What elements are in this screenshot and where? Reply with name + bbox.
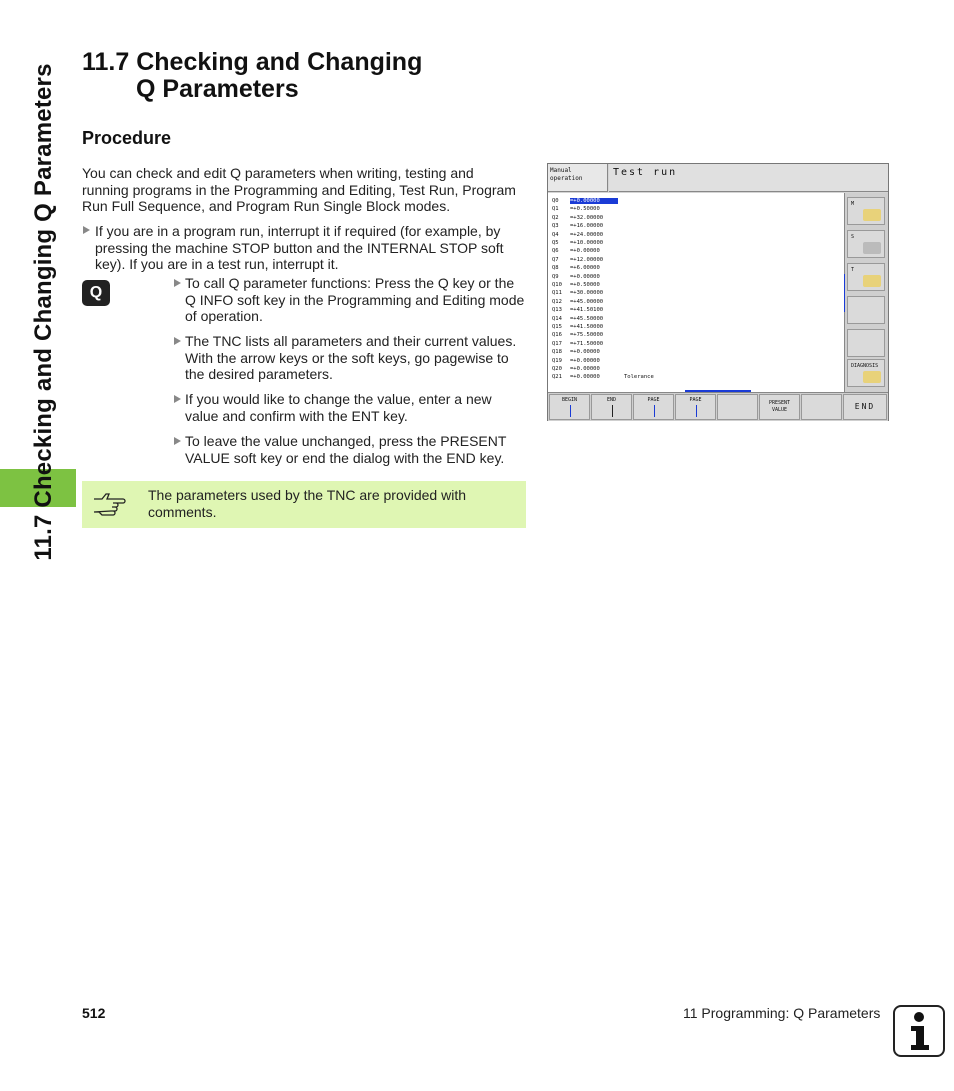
q-parameter-row[interactable] <box>552 257 618 263</box>
mode-label: Manual operation <box>548 164 608 192</box>
q-parameter-name: Q19 <box>552 357 562 364</box>
q-parameter-name: Q8 <box>552 265 559 272</box>
q-parameter-row[interactable] <box>552 282 618 288</box>
q-parameter-name: Q7 <box>552 256 559 263</box>
q-parameter-value: =+0.00000 <box>570 349 600 356</box>
softkey-diagnosis[interactable]: DIAGNOSIS <box>847 359 885 387</box>
q-parameter-row[interactable] <box>552 265 618 271</box>
q-parameter-value: =+0.00000 <box>570 374 600 381</box>
q-parameter-value: =+0.00000 <box>570 366 600 372</box>
q-parameter-row[interactable] <box>552 206 618 212</box>
q-parameter-value: =+10.00000 <box>570 240 604 246</box>
q-parameter-row[interactable] <box>552 198 618 204</box>
q-parameter-name: Q4 <box>552 231 559 238</box>
tnc-screenshot <box>547 163 889 421</box>
vertical-softkey-bar <box>845 193 888 392</box>
step-3: If you would like to change the value, enter a new value and confirm with the ENT key. <box>185 391 492 424</box>
softkey-end-arrow[interactable]: END <box>591 394 632 420</box>
step-4: To leave the value unchanged, press the PRESENT VALUE soft key or end the dialog with the END key. <box>185 433 507 466</box>
q-parameter-name: Q20 <box>552 366 562 372</box>
subheading: Procedure <box>82 128 172 148</box>
softkey-present-value[interactable]: PRESENT VALUE <box>759 394 800 420</box>
chapter-side-label: 11.7 Checking and Changing Q Parameters <box>30 63 57 561</box>
q-key-icon: Q <box>82 280 110 306</box>
softkey-end[interactable]: END <box>843 394 887 420</box>
step-2: The TNC lists all parameters and their current values. With the arrow keys or the soft keys, go pagewise to the desired parameters. <box>185 333 517 382</box>
q-parameter-name: Q10 <box>552 282 562 288</box>
footer-chapter: 11 Programming: Q Parameters <box>683 1005 881 1021</box>
bullet-arrow-icon <box>174 437 181 445</box>
q-parameter-row[interactable] <box>552 332 618 338</box>
q-parameter-row[interactable] <box>552 223 618 229</box>
q-parameter-value: =+45.50000 <box>570 315 604 322</box>
q-parameter-name: Q17 <box>552 340 562 347</box>
softkey-empty-2[interactable] <box>847 329 885 357</box>
note-box <box>82 481 526 528</box>
q-parameter-name: Q11 <box>552 290 562 297</box>
q-parameter-name: Q13 <box>552 307 562 314</box>
softkey-t[interactable]: T <box>847 263 885 291</box>
q-parameter-row[interactable] <box>552 366 618 372</box>
q-parameter-row[interactable] <box>552 324 618 330</box>
softkey-begin[interactable]: BEGIN <box>549 394 590 420</box>
q-parameter-name: Q6 <box>552 248 559 255</box>
q-parameter-value: =+6.00000 <box>570 265 600 272</box>
bullet-arrow-icon <box>83 226 90 234</box>
softkey-empty-1[interactable] <box>847 296 885 324</box>
q-parameter-value: =+16.00000 <box>570 223 604 230</box>
bullet-arrow-icon <box>174 395 181 403</box>
q-parameter-value: =+45.00000 <box>570 298 604 305</box>
q-parameter-comment: Tolerance <box>624 374 654 381</box>
q-parameter-value: =+75.50000 <box>570 332 604 339</box>
pointing-hand-icon <box>92 490 126 516</box>
q-parameter-row[interactable] <box>552 307 618 313</box>
q-parameter-value: =+0.00000 <box>570 248 600 255</box>
section-title-line1: 11.7 Checking and Changing <box>82 48 423 76</box>
info-icon <box>893 1005 945 1057</box>
softkey-empty-3[interactable] <box>717 394 758 420</box>
q-parameter-row[interactable] <box>552 240 618 246</box>
q-parameter-row[interactable] <box>552 349 618 355</box>
q-parameter-name: Q3 <box>552 223 559 230</box>
softkey-s[interactable]: S <box>847 230 885 258</box>
intro-paragraph: You can check and edit Q parameters when writing, testing and running programs in the Programming and Editing, Test Run, Program Run Full Sequence, and Program Run Single Block modes. <box>82 165 516 214</box>
screen-title: Test run <box>609 164 888 192</box>
q-parameter-list <box>548 193 845 392</box>
q-parameter-value: =+71.50000 <box>570 340 604 347</box>
q-parameter-row[interactable] <box>552 232 618 238</box>
q-parameter-name: Q14 <box>552 315 562 322</box>
q-parameter-name: Q16 <box>552 332 562 339</box>
section-title-line2: Q Parameters <box>136 75 299 103</box>
step-interrupt: If you are in a program run, interrupt it if required (for example, by pressing the machine STOP button and the INTERNAL STOP soft key). If you are in a test run, interrupt it. <box>95 223 504 272</box>
q-parameter-row[interactable] <box>552 215 618 221</box>
q-parameter-name: Q0 <box>552 198 559 204</box>
q-parameter-row[interactable] <box>552 299 618 305</box>
q-parameter-row[interactable] <box>552 374 654 380</box>
q-parameter-value: =+41.50000 <box>570 324 604 330</box>
q-parameter-name: Q1 <box>552 206 559 213</box>
q-parameter-value: =+0.00000 <box>570 198 618 204</box>
q-parameter-row[interactable] <box>552 274 618 280</box>
q-parameter-value: =+24.00000 <box>570 231 604 238</box>
q-parameter-value: =+0.00000 <box>570 273 600 280</box>
q-parameter-name: Q12 <box>552 298 562 305</box>
q-parameter-value: =+0.50000 <box>570 282 600 288</box>
q-parameter-row[interactable] <box>552 358 618 364</box>
q-parameter-row[interactable] <box>552 248 618 254</box>
q-parameter-row[interactable] <box>552 316 618 322</box>
q-parameter-value: =+30.00000 <box>570 290 604 297</box>
q-parameter-name: Q21 <box>552 374 562 381</box>
q-parameter-name: Q15 <box>552 324 562 330</box>
q-parameter-name: Q2 <box>552 214 559 221</box>
q-parameter-value: =+0.00000 <box>570 357 600 364</box>
q-parameter-name: Q18 <box>552 349 562 356</box>
horizontal-softkey-bar <box>548 392 888 421</box>
section-title <box>82 49 422 103</box>
bullet-arrow-icon <box>174 279 181 287</box>
page-number: 512 <box>82 1005 106 1021</box>
bullet-arrow-icon <box>174 337 181 345</box>
q-parameter-value: =+0.50000 <box>570 206 600 213</box>
q-parameter-name: Q9 <box>552 273 559 280</box>
q-parameter-row[interactable] <box>552 290 618 296</box>
q-parameter-name: Q5 <box>552 240 559 246</box>
q-parameter-value: =+12.00000 <box>570 256 604 263</box>
softkey-m[interactable]: M <box>847 197 885 225</box>
softkey-empty-4[interactable] <box>801 394 842 420</box>
note-text: The parameters used by the TNC are provided with comments. <box>148 487 467 520</box>
q-parameter-value: =+32.00000 <box>570 214 604 221</box>
q-parameter-value: =+41.50100 <box>570 307 604 314</box>
softkey-page-down[interactable]: PAGE <box>675 394 716 420</box>
softkey-page-up[interactable]: PAGE <box>633 394 674 420</box>
step-1: To call Q parameter functions: Press the Q key or the Q INFO soft key in the Programming and Editing mode of operation. <box>185 275 525 324</box>
q-parameter-row[interactable] <box>552 341 618 347</box>
